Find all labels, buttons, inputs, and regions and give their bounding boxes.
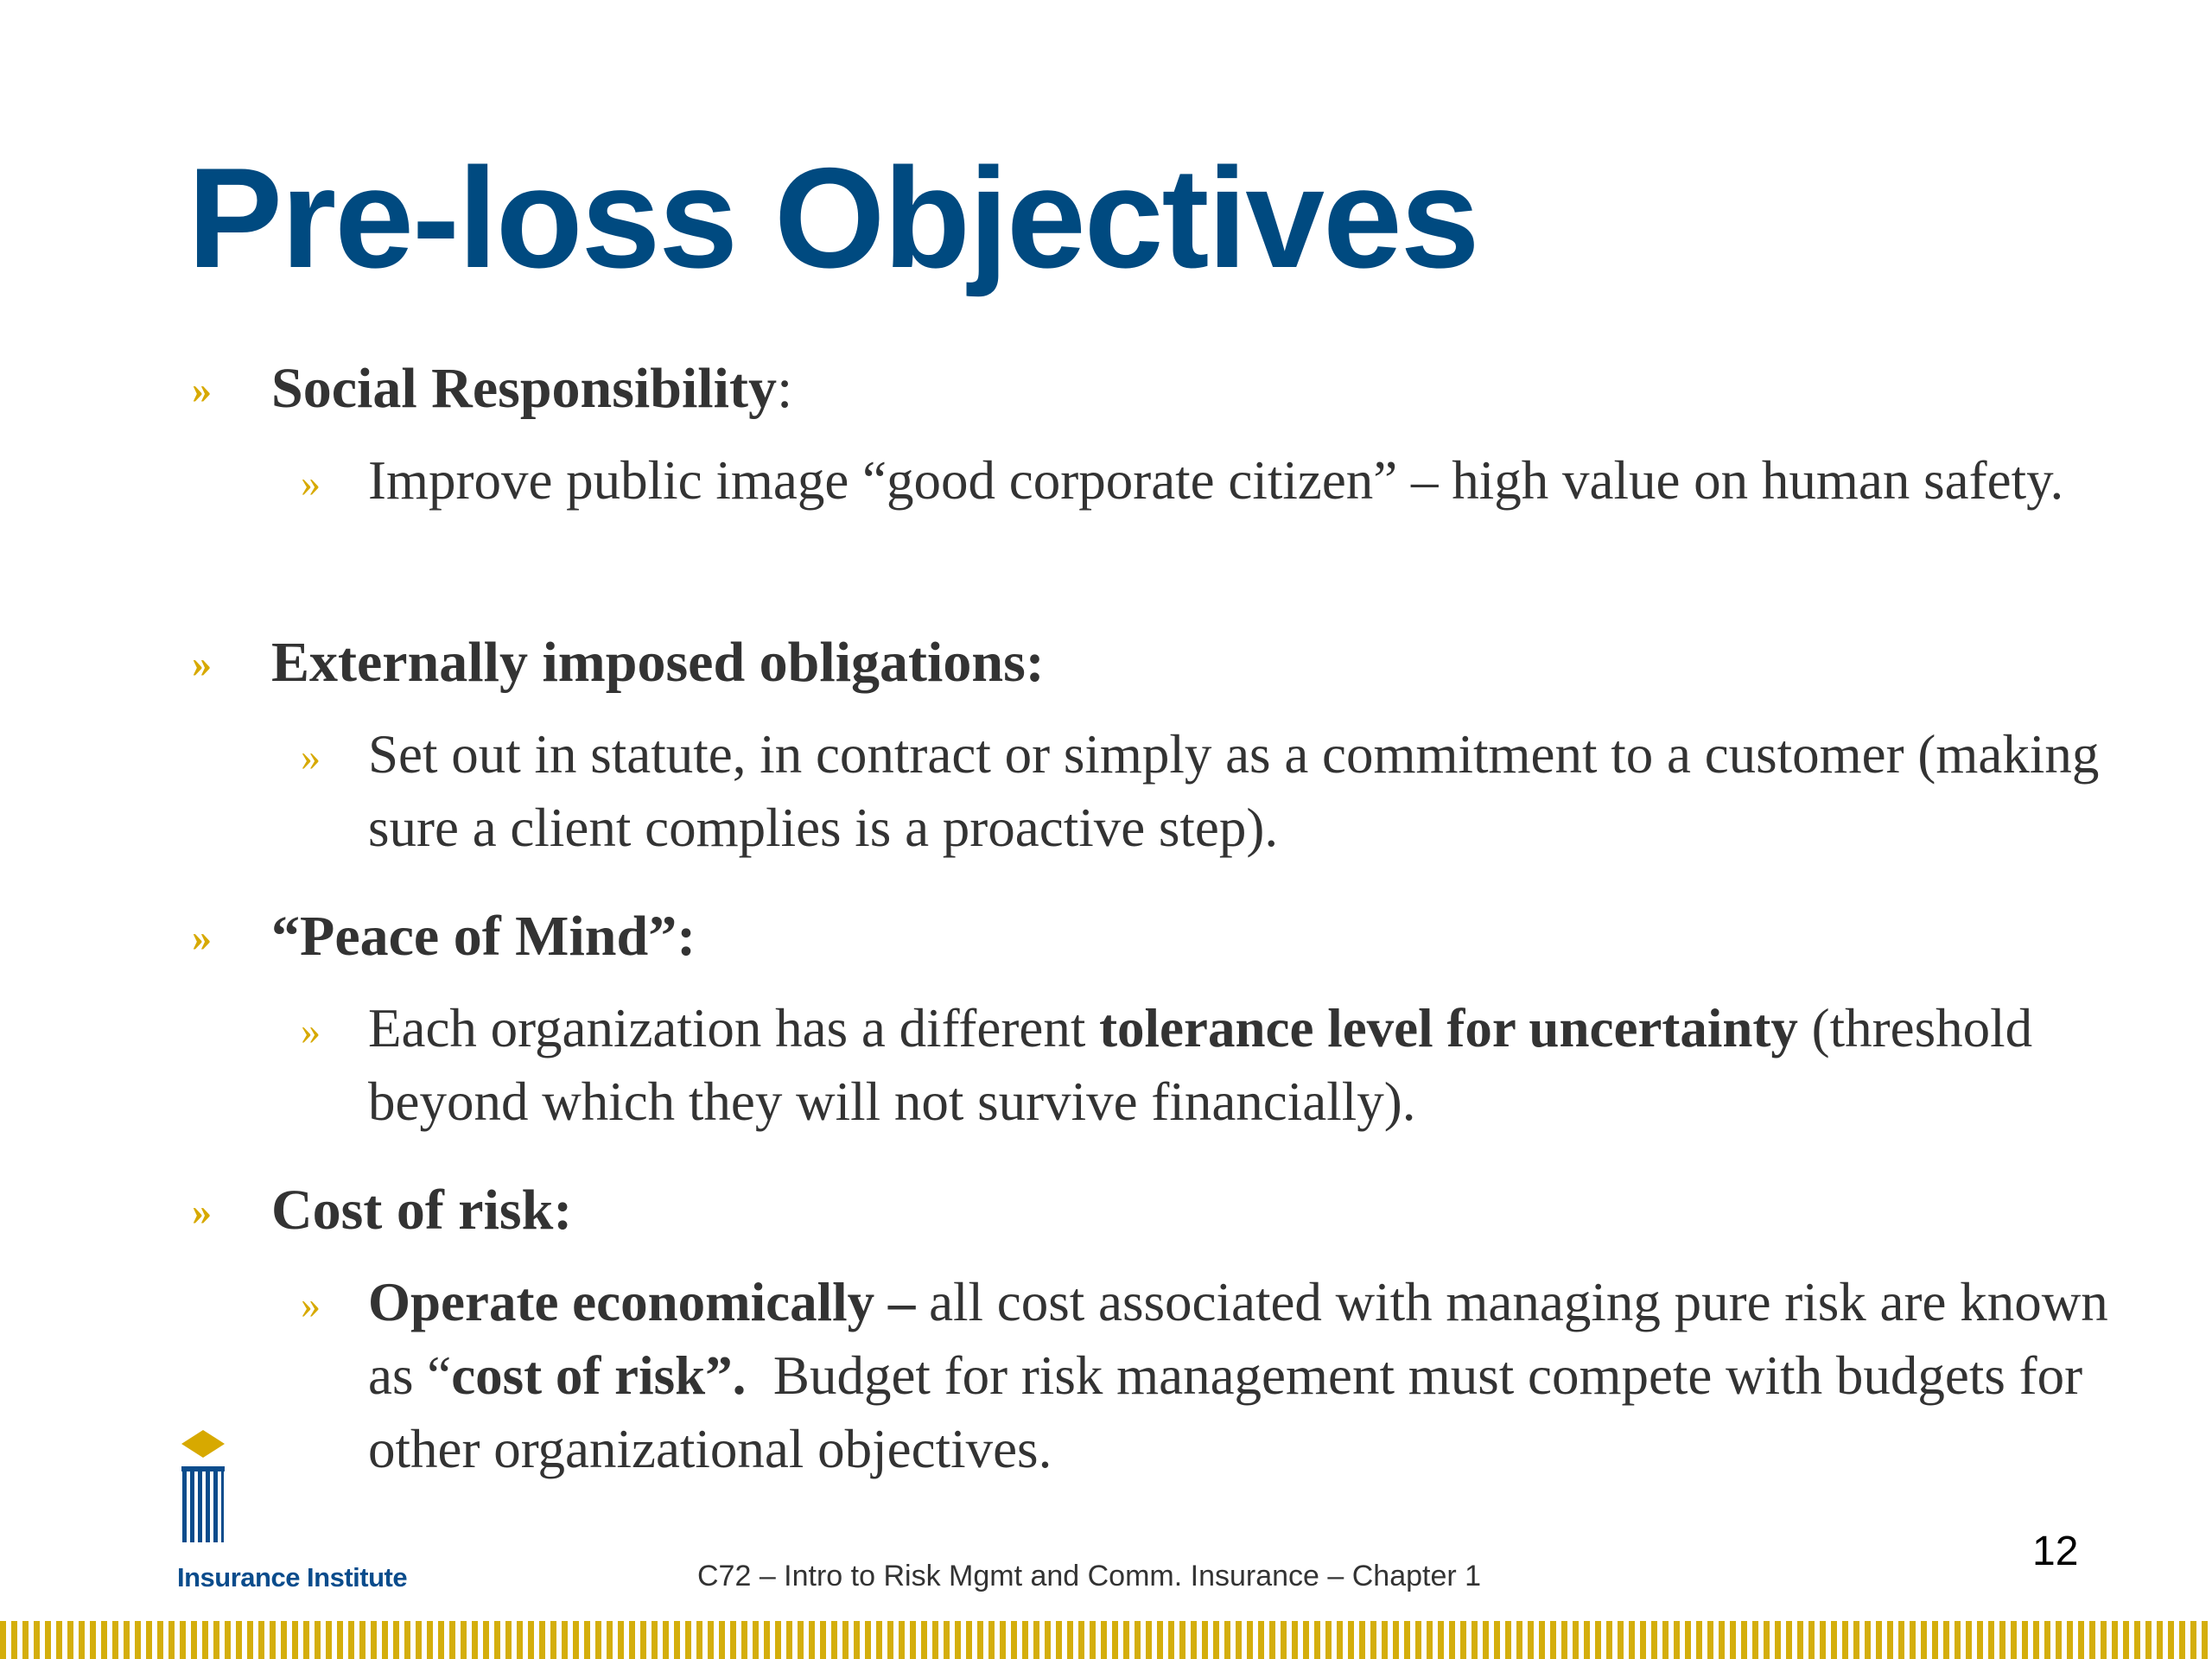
bullet-chevron-icon: »	[301, 461, 321, 505]
heading-suffix: :	[776, 357, 793, 420]
page-number: 12	[2032, 1529, 2079, 1574]
bullet-chevron-icon: »	[301, 1282, 321, 1326]
decorative-stripe	[0, 1621, 2212, 1659]
sub-bullet-text	[368, 992, 2113, 1139]
bold-run: tolerance level for uncertainty	[1099, 998, 1798, 1058]
text-run: all cost associated with managing pure risk are known as “	[368, 1272, 2108, 1406]
sub-bullet-text: Improve public image “good corporate citizen” – high value on human safety.	[368, 450, 2064, 511]
bullet-heading: “Peace of Mind”:	[271, 905, 696, 968]
sub-bullet-text	[368, 1266, 2113, 1486]
footer-course-title: C72 – Intro to Risk Mgmt and Comm. Insurance – Chapter 1	[697, 1560, 1482, 1592]
bold-run: cost of risk”.	[451, 1345, 747, 1406]
bullet-chevron-icon: »	[192, 915, 212, 959]
bullet-chevron-icon: »	[192, 1189, 212, 1233]
bullet-chevron-icon: »	[301, 734, 321, 779]
organization-name: Insurance Institute	[177, 1562, 408, 1592]
bullet-chevron-icon: »	[301, 1008, 321, 1052]
bold-run: Operate economically –	[368, 1272, 916, 1332]
text-run: (threshold beyond which they will not survive financially).	[368, 998, 2033, 1132]
bullet-chevron-icon: »	[192, 641, 212, 685]
bullet-heading: Externally imposed obligations:	[271, 631, 1045, 694]
text-run: Each organization has a different	[368, 998, 1100, 1058]
sub-bullet-text: Set out in statute, in contract or simply as a commitment to a customer (making sure a client complies is a proactive step).	[368, 724, 2100, 858]
bullet-heading: Cost of risk:	[271, 1179, 573, 1242]
insurance-institute-logo-icon	[173, 1430, 233, 1551]
bullet-chevron-icon: »	[192, 367, 212, 411]
bullet-heading: Social Responsibility	[271, 357, 777, 420]
slide-title: Pre-loss Objectives	[188, 138, 1478, 297]
text-run: Budget for risk management must compete with budgets for other organizational objectives.	[368, 1345, 2096, 1479]
